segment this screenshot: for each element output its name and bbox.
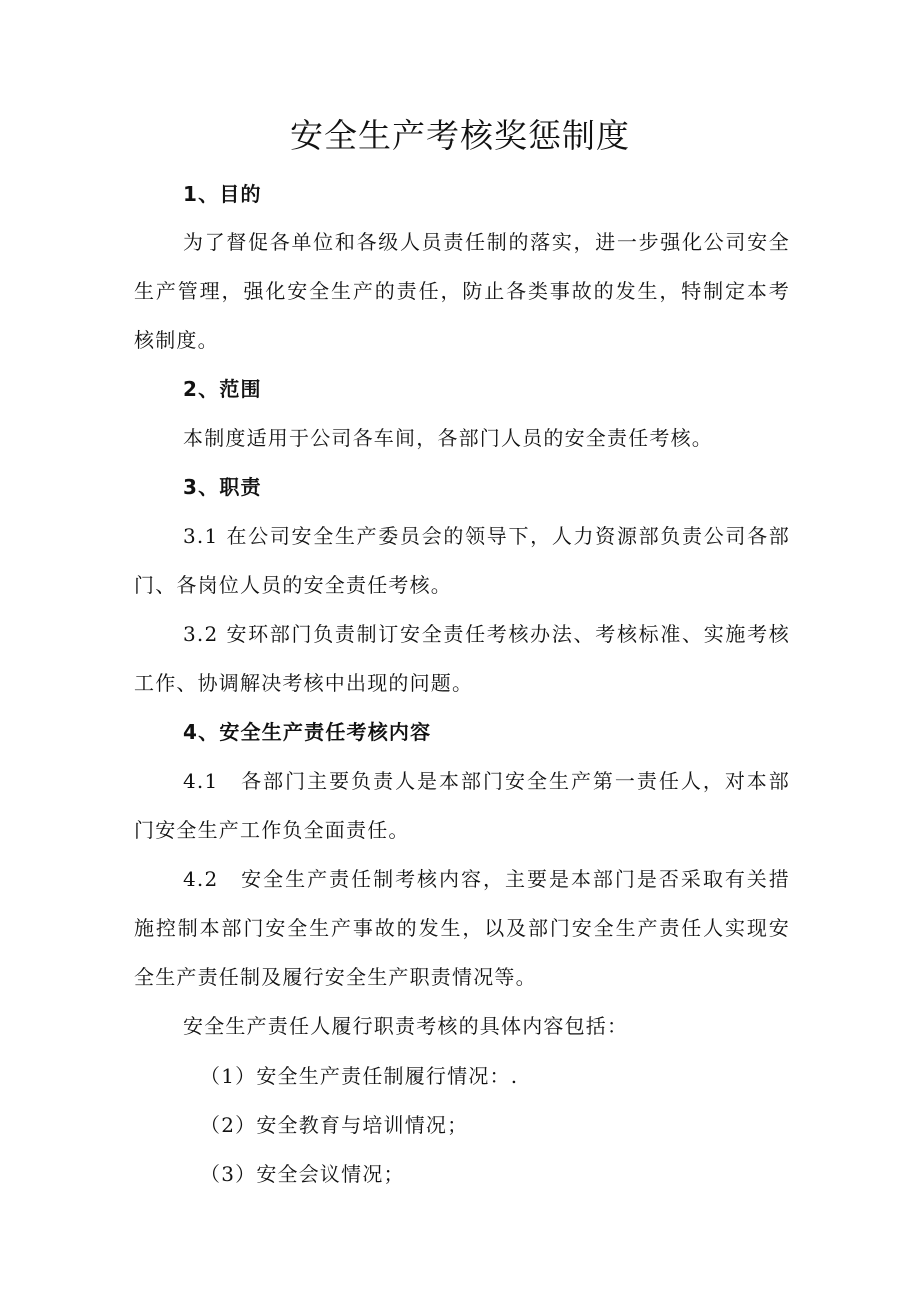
paragraph-content-intro: 安全生产责任人履行职责考核的具体内容包括： (183, 1014, 629, 1038)
paragraph-content-4-2: 4.2 安全生产责任制考核内容，主要是本部门是否采取有关措施控制本部门安全生产事故的发生，以及部门安全生产责任人实现安全生产责任制及履行安全生产职责情况等。 (134, 867, 790, 989)
list-item: （2）安全教育与培训情况； (200, 1113, 469, 1137)
paragraph-duty-3-2: 3.2 安环部门负责制订安全责任考核办法、考核标准、实施考核工作、协调解决考核中出现的问题。 (134, 622, 790, 695)
section-heading-content: 4、安全生产责任考核内容 (183, 720, 432, 744)
paragraph-duty-3-1: 3.1 在公司安全生产委员会的领导下，人力资源部负责公司各部门、各岗位人员的安全责任考核。 (134, 524, 790, 597)
paragraph-content-4-1: 4.1 各部门主要负责人是本部门安全生产第一责任人，对本部门安全生产工作负全面责任。 (134, 769, 790, 842)
section-heading-duty: 3、职责 (183, 475, 262, 499)
section-heading-scope: 2、范围 (183, 377, 262, 401)
paragraph-purpose: 为了督促各单位和各级人员责任制的落实，进一步强化公司安全生产管理，强化安全生产的责任，防止各类事故的发生，特制定本考核制度。 (134, 230, 790, 352)
document-title: 安全生产考核奖惩制度 (290, 116, 630, 155)
list-item: （1）安全生产责任制履行情况：. (200, 1064, 519, 1088)
paragraph-scope: 本制度适用于公司各车间，各部门人员的安全责任考核。 (183, 426, 713, 450)
list-item: （3）安全会议情况； (200, 1162, 405, 1186)
section-heading-purpose: 1、目的 (183, 182, 262, 206)
